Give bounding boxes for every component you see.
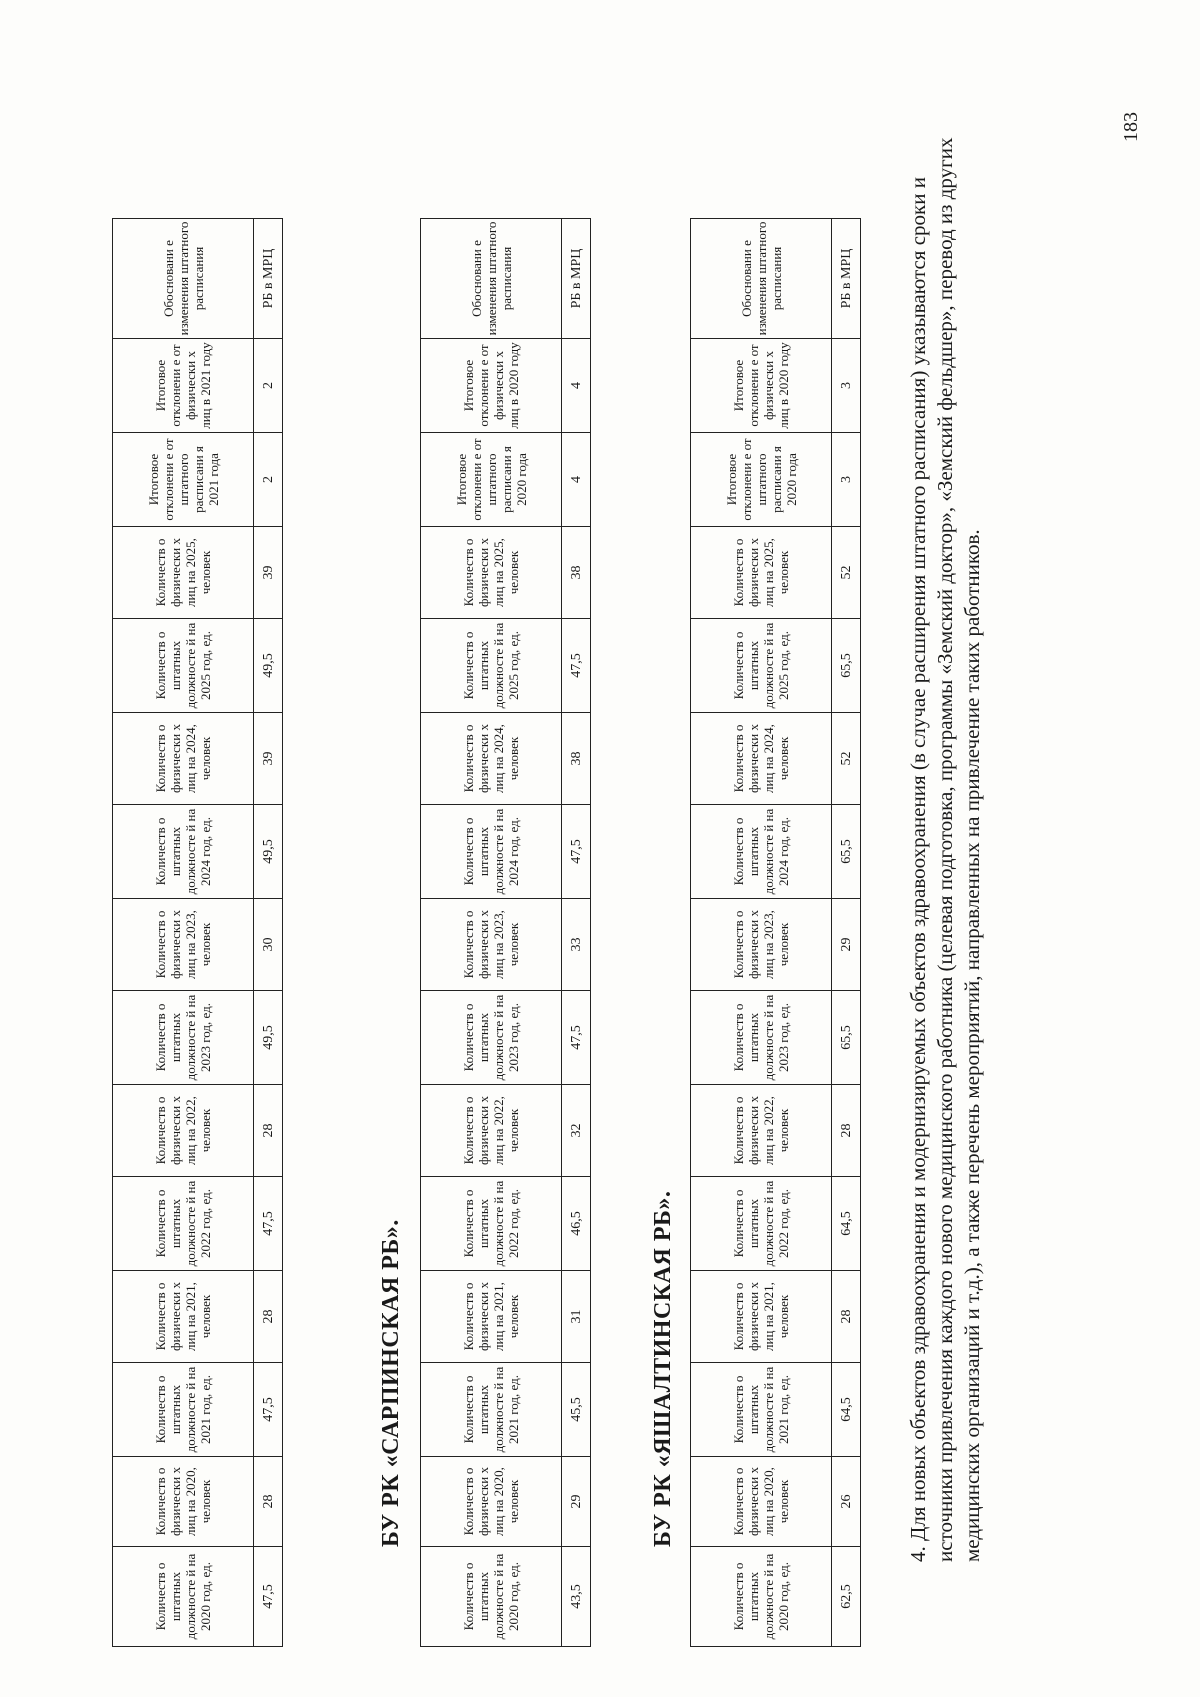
header-cell: Количеств о штатных должносте й на 2020 год, ед. xyxy=(691,1547,832,1647)
value-cell: РБ в МРЦ xyxy=(832,219,861,339)
value-cell: 28 xyxy=(254,1271,283,1363)
value-cell: 30 xyxy=(254,899,283,991)
header-cell: Количеств о физически х лиц на 2025, человек xyxy=(691,527,832,619)
table-3-block xyxy=(690,218,861,1647)
value-cell: 52 xyxy=(832,713,861,805)
header-cell: Обосновани е изменения штатного расписания xyxy=(691,219,832,339)
section-4-paragraph: 4. Для новых объектов здравоохранения и модернизируемых объектов здравоохранения (в случае расширения штатного расписания) указываются сроки и источники привлечения каждого нового медицинского работника (целевая подготовка, программы «Земский доктор», «Земский фельдшер», перевод из других медицинских организаций и т.д.), а также перечень мероприятий, направленных на привлечение таких работников. xyxy=(906,137,984,1562)
value-cell: 4 xyxy=(562,433,591,527)
header-cell: Количеств о штатных должносте й на 2023 год, ед. xyxy=(113,991,254,1085)
header-cell: Итоговое отклонени е от физически х лиц в 2020 году xyxy=(691,339,832,433)
value-cell: 39 xyxy=(254,527,283,619)
header-cell: Количеств о штатных должносте й на 2025 год, ед. xyxy=(421,619,562,713)
header-cell: Количеств о физически х лиц на 2023, человек xyxy=(421,899,562,991)
header-cell: Обосновани е изменения штатного расписания xyxy=(421,219,562,339)
table-1-value-row xyxy=(254,219,283,1647)
value-cell: 45,5 xyxy=(562,1363,591,1457)
header-cell: Количеств о физически х лиц на 2022, человек xyxy=(691,1085,832,1177)
header-cell: Количеств о штатных должносте й на 2024 год, ед. xyxy=(421,805,562,899)
header-cell: Итоговое отклонени е от физически х лиц в 2021 году xyxy=(113,339,254,433)
value-cell: 49,5 xyxy=(254,991,283,1085)
table-3-header-row xyxy=(691,219,832,1647)
value-cell: РБ в МРЦ xyxy=(254,219,283,339)
value-cell: 31 xyxy=(562,1271,591,1363)
value-cell: 2 xyxy=(254,339,283,433)
header-cell: Количеств о физически х лиц на 2021, человек xyxy=(113,1271,254,1363)
header-cell: Количеств о штатных должносте й на 2025 год, ед. xyxy=(113,619,254,713)
header-cell: Количеств о физически х лиц на 2020, человек xyxy=(691,1457,832,1547)
page-number: 183 xyxy=(1120,112,1142,142)
value-cell: 47,5 xyxy=(562,991,591,1085)
header-cell: Количеств о физически х лиц на 2022, человек xyxy=(113,1085,254,1177)
header-cell: Количеств о штатных должносте й на 2021 год, ед. xyxy=(421,1363,562,1457)
header-cell: Количеств о физически х лиц на 2023, человек xyxy=(691,899,832,991)
header-cell: Количеств о штатных должносте й на 2020 год, ед. xyxy=(421,1547,562,1647)
header-cell: Количеств о штатных должносте й на 2021 год, ед. xyxy=(691,1363,832,1457)
value-cell: 3 xyxy=(832,339,861,433)
header-cell: Количеств о штатных должносте й на 2021 год, ед. xyxy=(113,1363,254,1457)
header-cell: Количеств о штатных должносте й на 2023 год, ед. xyxy=(691,991,832,1085)
value-cell: 32 xyxy=(562,1085,591,1177)
value-cell: 52 xyxy=(832,527,861,619)
header-cell: Итоговое отклонени е от физически х лиц в 2020 году xyxy=(421,339,562,433)
value-cell: 29 xyxy=(562,1457,591,1547)
value-cell: 28 xyxy=(832,1271,861,1363)
value-cell: РБ в МРЦ xyxy=(562,219,591,339)
header-cell: Количеств о физически х лиц на 2023, человек xyxy=(113,899,254,991)
header-cell: Количеств о физически х лиц на 2025, человек xyxy=(421,527,562,619)
header-cell: Количеств о физически х лиц на 2021, человек xyxy=(421,1271,562,1363)
table-2-block xyxy=(420,218,591,1647)
value-cell: 62,5 xyxy=(832,1547,861,1647)
value-cell: 43,5 xyxy=(562,1547,591,1647)
header-cell: Количеств о штатных должносте й на 2022 год, ед. xyxy=(421,1177,562,1271)
header-cell: Количеств о штатных должносте й на 2024 год, ед. xyxy=(113,805,254,899)
value-cell: 64,5 xyxy=(832,1363,861,1457)
header-cell: Количеств о штатных должносте й на 2022 год, ед. xyxy=(691,1177,832,1271)
table-1-block xyxy=(112,218,283,1647)
header-cell: Количеств о физически х лиц на 2024, человек xyxy=(691,713,832,805)
value-cell: 39 xyxy=(254,713,283,805)
value-cell: 38 xyxy=(562,527,591,619)
value-cell: 2 xyxy=(254,433,283,527)
header-cell: Количеств о физически х лиц на 2024, человек xyxy=(113,713,254,805)
table-2 xyxy=(420,218,591,1647)
value-cell: 47,5 xyxy=(562,619,591,713)
header-cell: Количеств о физически х лиц на 2020, человек xyxy=(421,1457,562,1547)
value-cell: 47,5 xyxy=(254,1177,283,1271)
value-cell: 65,5 xyxy=(832,805,861,899)
value-cell: 29 xyxy=(832,899,861,991)
header-cell: Количеств о штатных должносте й на 2022 год, ед. xyxy=(113,1177,254,1271)
value-cell: 3 xyxy=(832,433,861,527)
header-cell: Количеств о штатных должносте й на 2023 год, ед. xyxy=(421,991,562,1085)
value-cell: 47,5 xyxy=(254,1363,283,1457)
value-cell: 65,5 xyxy=(832,619,861,713)
table-2-header-row xyxy=(421,219,562,1647)
table-1 xyxy=(112,218,283,1647)
section-title-sarpinskaya: БУ РК «САРПИНСКАЯ РБ». xyxy=(378,1219,404,1547)
value-cell: 38 xyxy=(562,713,591,805)
header-cell: Итоговое отклонени е от штатного расписани я 2021 года xyxy=(113,433,254,527)
header-cell: Количеств о физически х лиц на 2025, человек xyxy=(113,527,254,619)
value-cell: 64,5 xyxy=(832,1177,861,1271)
table-3 xyxy=(690,218,861,1647)
value-cell: 26 xyxy=(832,1457,861,1547)
header-cell: Обосновани е изменения штатного расписания xyxy=(113,219,254,339)
header-cell: Количеств о штатных должносте й на 2024 год, ед. xyxy=(691,805,832,899)
header-cell: Количеств о штатных должносте й на 2020 год, ед. xyxy=(113,1547,254,1647)
value-cell: 28 xyxy=(254,1457,283,1547)
header-cell: Итоговое отклонени е от штатного расписани я 2020 года xyxy=(421,433,562,527)
value-cell: 49,5 xyxy=(254,619,283,713)
header-cell: Количеств о штатных должносте й на 2025 год, ед. xyxy=(691,619,832,713)
table-3-value-row xyxy=(832,219,861,1647)
header-cell: Количеств о физически х лиц на 2020, человек xyxy=(113,1457,254,1547)
value-cell: 46,5 xyxy=(562,1177,591,1271)
value-cell: 47,5 xyxy=(562,805,591,899)
value-cell: 33 xyxy=(562,899,591,991)
value-cell: 47,5 xyxy=(254,1547,283,1647)
table-2-value-row xyxy=(562,219,591,1647)
header-cell: Количеств о физически х лиц на 2022, человек xyxy=(421,1085,562,1177)
value-cell: 28 xyxy=(254,1085,283,1177)
value-cell: 4 xyxy=(562,339,591,433)
table-1-header-row xyxy=(113,219,254,1647)
value-cell: 49,5 xyxy=(254,805,283,899)
header-cell: Итоговое отклонени е от штатного расписани я 2020 года xyxy=(691,433,832,527)
value-cell: 28 xyxy=(832,1085,861,1177)
value-cell: 65,5 xyxy=(832,991,861,1085)
header-cell: Количеств о физически х лиц на 2021, человек xyxy=(691,1271,832,1363)
section-title-yashaltinskaya: БУ РК «ЯШАЛТИНСКАЯ РБ». xyxy=(650,1190,676,1547)
header-cell: Количеств о физически х лиц на 2024, человек xyxy=(421,713,562,805)
